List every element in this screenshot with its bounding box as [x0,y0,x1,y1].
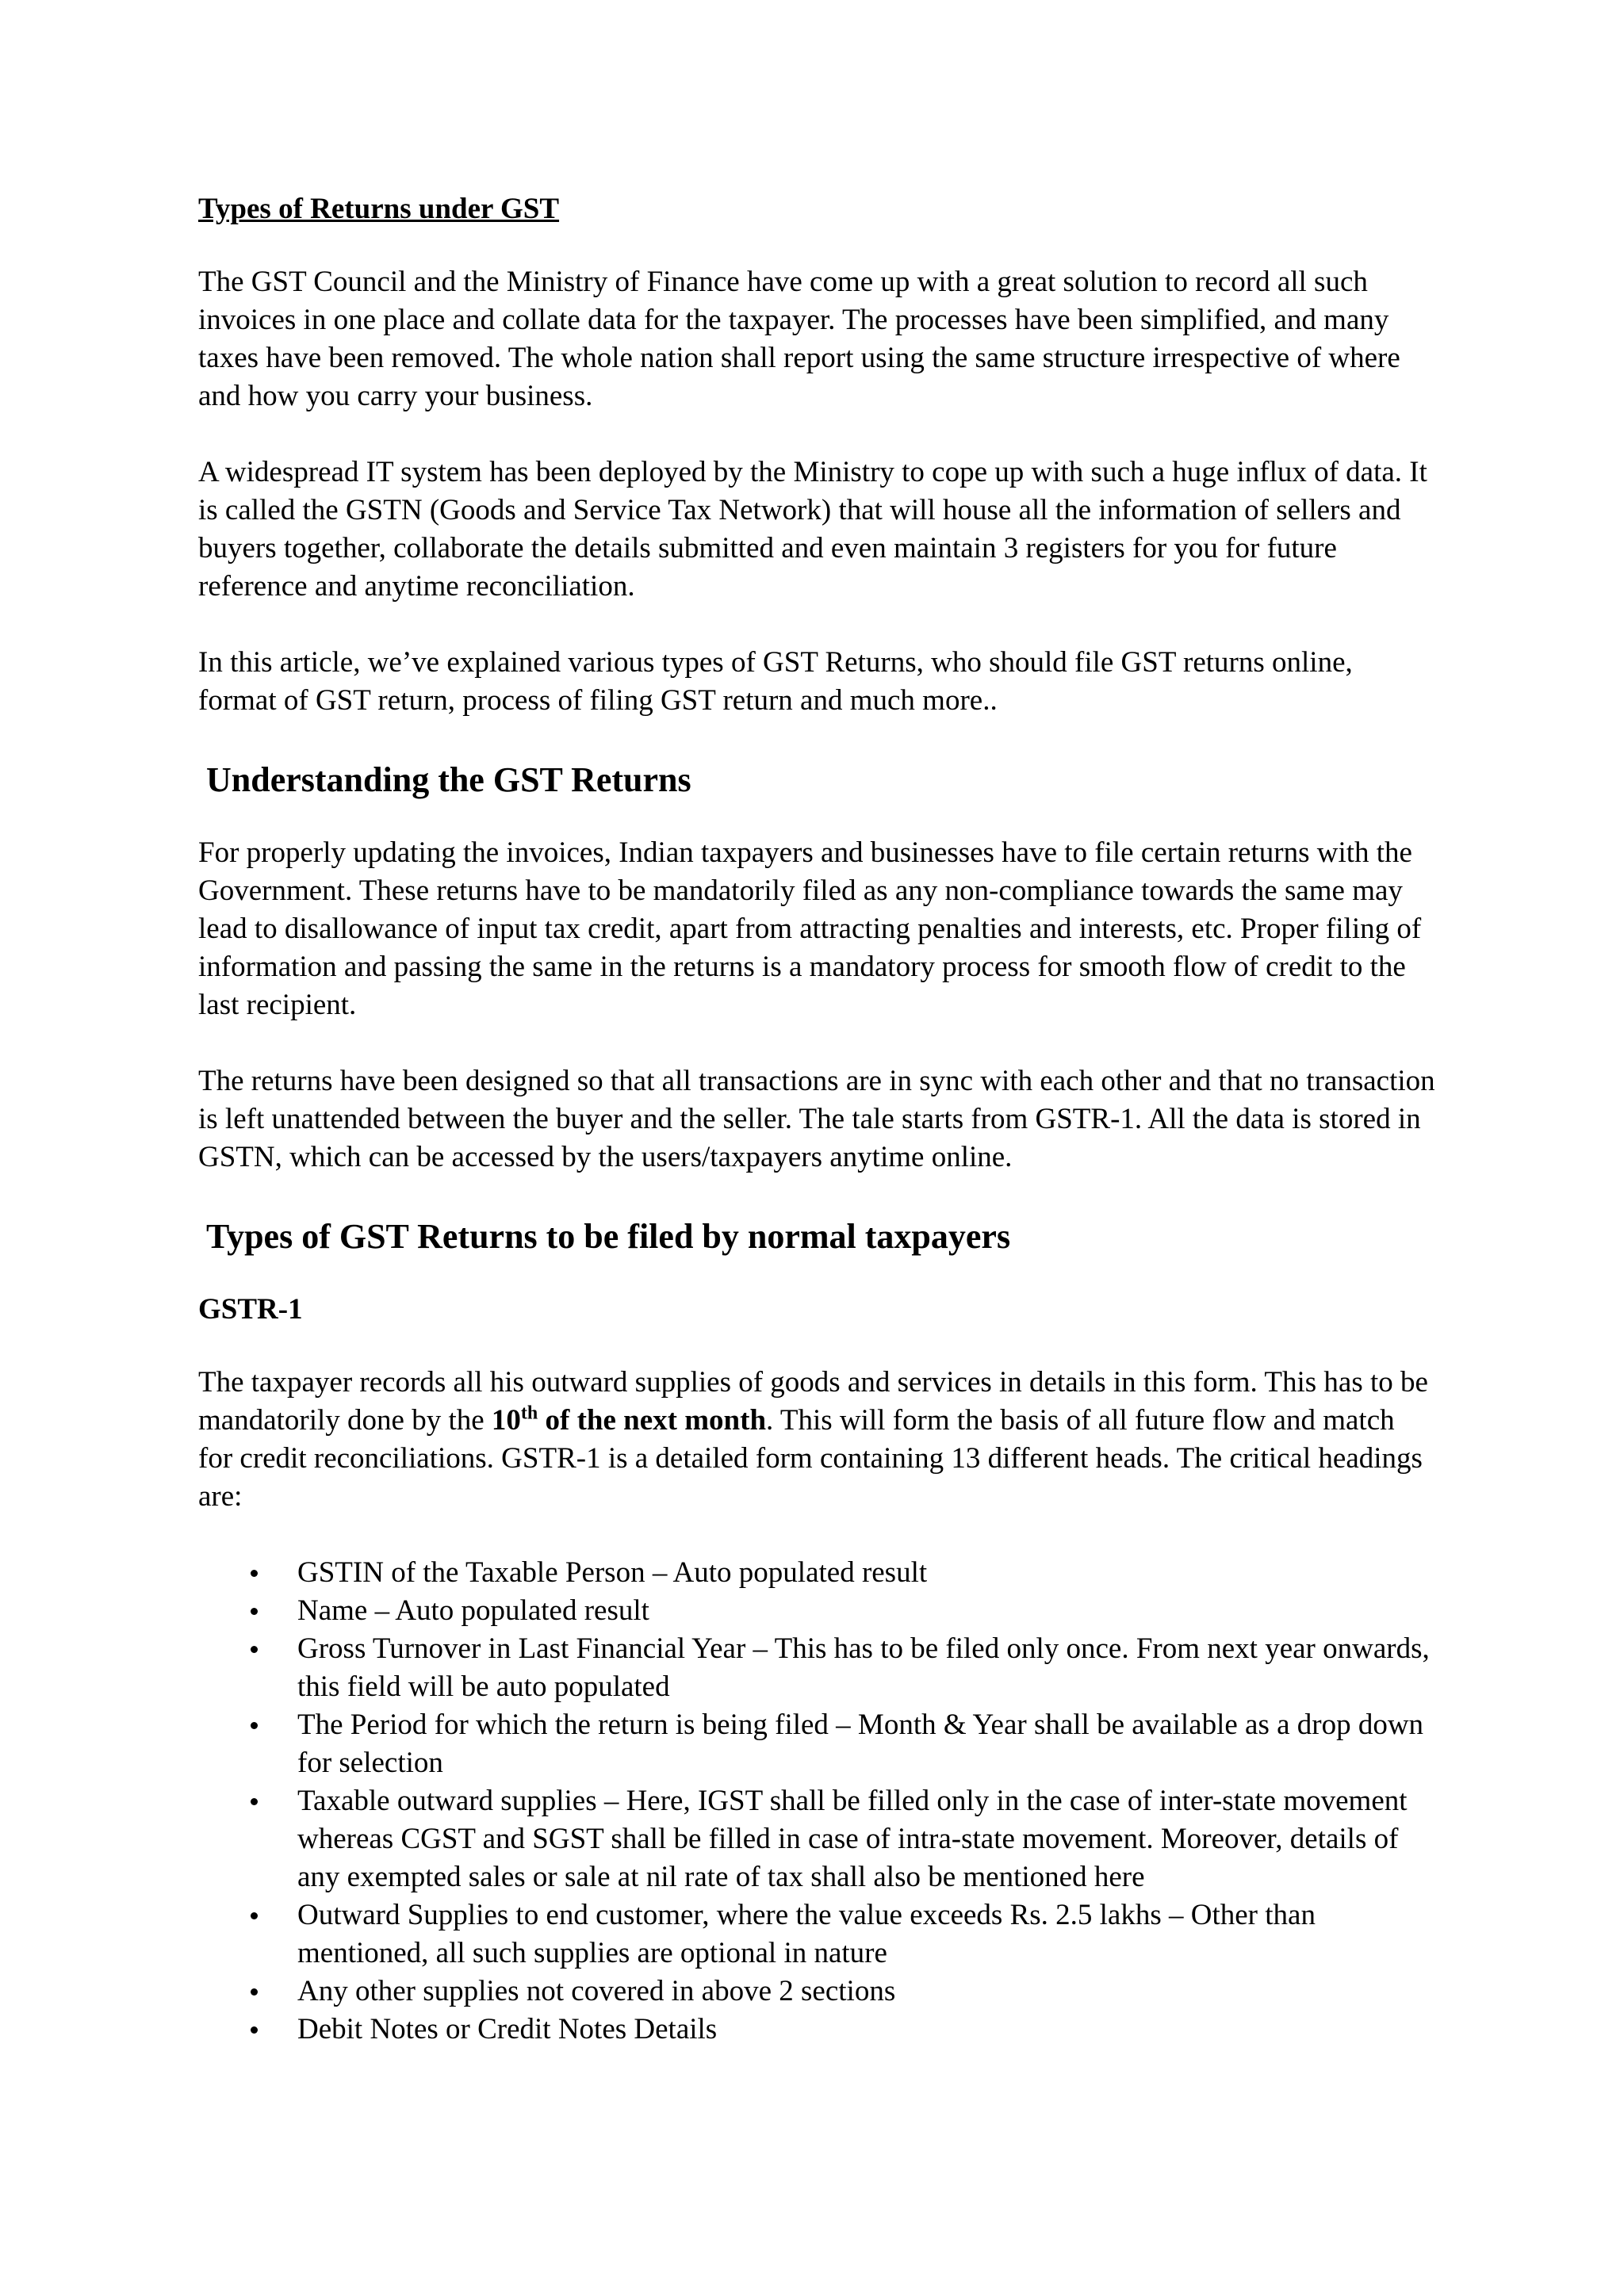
list-item-text: Any other supplies not covered in above 2 sections [297,1975,896,2007]
section-heading-understanding: Understanding the GST Returns [206,760,691,799]
list-item-text: Debit Notes or Credit Notes Details [297,2013,718,2045]
list-item-text: Name – Auto populated result [297,1594,649,1627]
gstr1-paragraph-text-end: . This will form the basis of all future flow and match for credit reconciliations. GSTR-1 is a detailed form containing 13 different heads. The critical headings are: [198,1404,1423,1513]
gstr1-deadline [492,1404,766,1437]
gstr1-paragraph [198,1364,1435,1516]
intro-paragraph-2: A widespread IT system has been deployed by the Ministry to cope up with such a huge influx of data. It is called the GSTN (Goods and Service Tax Network) that will house all the information of sellers and buyers together, collaborate the details submitted and even maintain 3 registers for you for future reference and anytime reconciliation. [198,456,1427,603]
list-item [198,1630,1435,1706]
gstr1-deadline-number: 10 [491,1404,521,1437]
document-page [198,190,1435,2049]
list-item [198,1973,1435,2011]
intro-paragraph-1: The GST Council and the Ministry of Finance have come up with a great solution to record all such invoices in one place and collate data for the taxpayer. The processes have been simplified, and many taxes have been removed. The whole nation shall report using the same structure irrespective of where and how you carry your business. [198,266,1400,412]
list-item-text: GSTIN of the Taxable Person – Auto populated result [297,1556,928,1589]
subheading-gstr1: GSTR-1 [198,1293,303,1326]
list-item [198,1554,1435,1592]
bullet-icon [251,1570,258,1577]
list-item-text: Taxable outward supplies – Here, IGST shall be filled only in the case of inter-state movement whereas CGST and SGST shall be filled in case of intra-state movement. Moreover, details of any exempted sales or sale at nil rate of tax shall also be mentioned here [297,1785,1408,1893]
bullet-icon [251,1608,258,1615]
bullet-icon [251,1988,258,1996]
list-item [198,1592,1435,1630]
document-title: Types of Returns under GST [198,193,560,225]
list-item-text: The Period for which the return is being filed – Month & Year shall be available as a drop down for selection [297,1709,1424,1779]
bullet-icon [251,2026,258,2034]
intro-paragraph-3: In this article, we’ve explained various types of GST Returns, who should file GST returns online, format of GST return, process of filing GST return and much more.. [198,646,1353,717]
understanding-paragraph-2: The returns have been designed so that all transactions are in sync with each other and that no transaction is left unattended between the buyer and the seller. The tale starts from GSTR-1. All the data is stored in GSTN, which can be accessed by the users/taxpayers anytime online. [198,1065,1435,1173]
gstr1-deadline-text: of the next month [538,1404,767,1437]
list-item [198,2011,1435,2049]
list-item [198,1896,1435,1973]
list-item-text: Outward Supplies to end customer, where the value exceeds Rs. 2.5 lakhs – Other than mentioned, all such supplies are optional in nature [297,1899,1316,1969]
list-item [198,1706,1435,1782]
list-item [198,1782,1435,1896]
list-item-text: Gross Turnover in Last Financial Year – This has to be filed only once. From next year onwards, this field will be auto populated [297,1632,1430,1703]
bullet-icon [251,1646,258,1653]
gstr1-deadline-suffix: th [520,1402,538,1424]
section-heading-types: Types of GST Returns to be filed by normal taxpayers [206,1217,1011,1256]
understanding-paragraph-1: For properly updating the invoices, Indian taxpayers and businesses have to file certain returns with the Government. These returns have to be mandatorily filed as any non-compliance towards the same may lead to disallowance of input tax credit, apart from attracting penalties and interests, etc. Proper filing of information and passing the same in the returns is a mandatory process for smooth flow of credit to the last recipient. [198,836,1422,1021]
gstr1-headings-list [198,1554,1435,2049]
bullet-icon [251,1912,258,1919]
bullet-icon [251,1722,258,1729]
gstr1-paragraph-text-start: The taxpayer records all his outward supplies of goods and services in details in this form. This has to be mandatorily done by the [198,1366,1428,1437]
bullet-icon [251,1798,258,1805]
